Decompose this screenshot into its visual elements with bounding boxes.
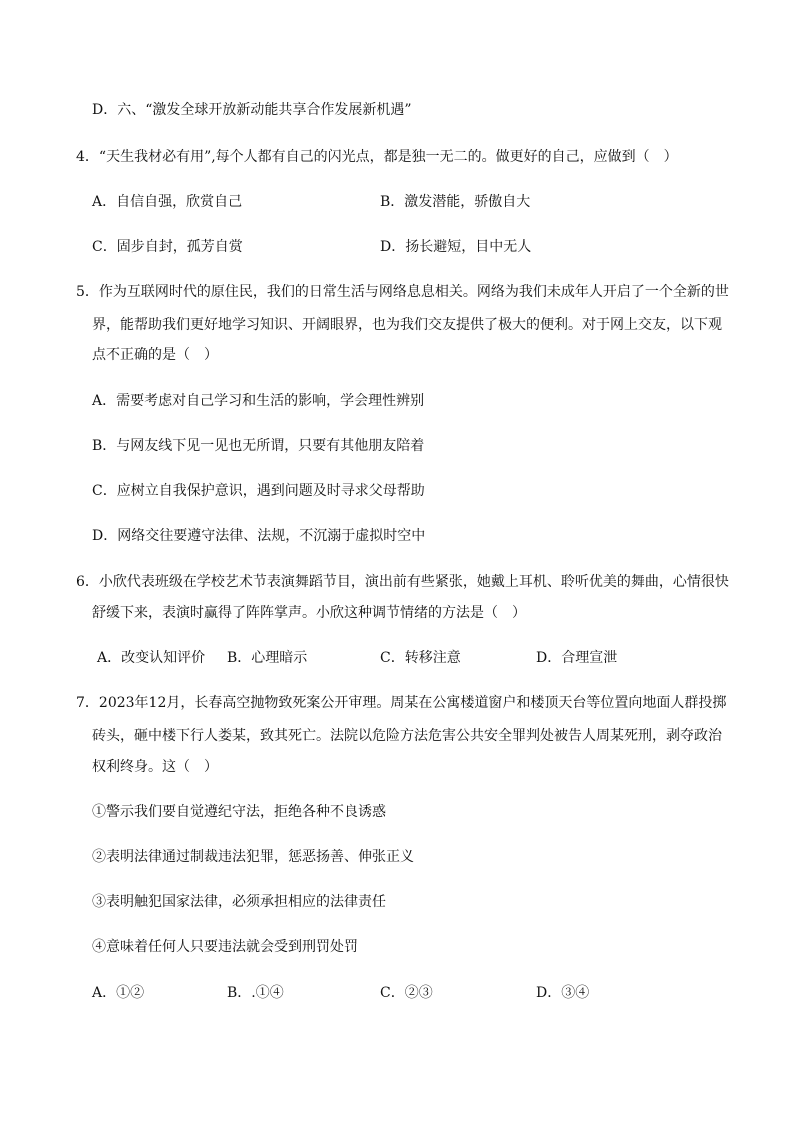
q6-option-b: B．心理暗示 (227, 650, 308, 666)
q6-stem-line-1: 6．小欣代表班级在学校艺术节表演舞蹈节目，演出前有些紧张，她戴上耳机、聆听优美的舞曲，心情很快 (76, 574, 729, 590)
q5-option-b: B．与网友线下见一见也无所谓，只要有其他朋友陪着 (92, 438, 425, 454)
q4-option-b: B．激发潜能，骄傲自大 (380, 194, 531, 210)
q5-stem-line-3: 点不正确的是（ ） (92, 347, 218, 363)
q7-stem-line-1: 7．2023年12月，长春高空抛物致死案公开审理。周某在公寓楼道窗户和楼顶天台等位置向地面人群投掷 (76, 695, 727, 711)
q4-option-a: A．自信自强，欣赏自己 (92, 194, 243, 210)
q6-option-c: C．转移注意 (380, 650, 461, 666)
q7-statement-4: ④意味着任何人只要违法就会受到刑罚处罚 (92, 939, 358, 955)
q7-statement-1: ①警示我们要自觉遵纪守法，拒绝各种不良诱惑 (92, 804, 386, 820)
q5-option-a: A．需要考虑对自己学习和生活的影响，学会理性辨别 (92, 393, 425, 409)
q4-stem: 4．“天生我材必有用”,每个人都有自己的闪光点，都是独一无二的。做更好的自己，应做到（ ） (76, 149, 678, 165)
q5-option-c: C．应树立自我保护意识，遇到问题及时寻求父母帮助 (92, 483, 425, 499)
q7-option-b: B．.①④ (227, 985, 284, 1001)
q4-option-c: C．固步自封，孤芳自赏 (92, 239, 243, 255)
q5-stem-line-1: 5．作为互联网时代的原住民，我们的日常生活与网络息息相关。网络为我们未成年人开启了一个全新的世 (76, 284, 729, 300)
q6-option-d: D．合理宣泄 (536, 650, 618, 666)
q7-option-d: D．③④ (536, 985, 590, 1001)
q7-stem-line-2: 砖头，砸中楼下行人娄某，致其死亡。法院以危险方法危害公共安全罪判处被告人周某死刑，剥夺政治 (92, 728, 722, 744)
q7-option-c: C．②③ (380, 985, 433, 1001)
q7-stem-line-3: 权利终身。这（ ） (92, 759, 218, 775)
q6-option-a: A．改变认知评价 (97, 650, 206, 666)
q7-statement-3: ③表明触犯国家法律，必须承担相应的法律责任 (92, 894, 386, 910)
q7-option-a: A．①② (92, 985, 145, 1001)
q6-stem-line-2: 舒缓下来，表演时赢得了阵阵掌声。小欣这种调节情绪的方法是（ ） (92, 605, 526, 621)
q5-stem-line-2: 界，能帮助我们更好地学习知识、开阔眼界，也为我们交友提供了极大的便利。对于网上交友，以下观 (92, 317, 722, 333)
q3-option-d: D．六、“激发全球开放新动能共享合作发展新机遇” (92, 102, 412, 118)
q4-option-d: D．扬长避短，目中无人 (380, 239, 532, 255)
q5-option-d: D．网络交往要遵守法律、法规，不沉溺于虚拟时空中 (92, 528, 426, 544)
q7-statement-2: ②表明法律通过制裁违法犯罪，惩恶扬善、伸张正义 (92, 849, 414, 865)
